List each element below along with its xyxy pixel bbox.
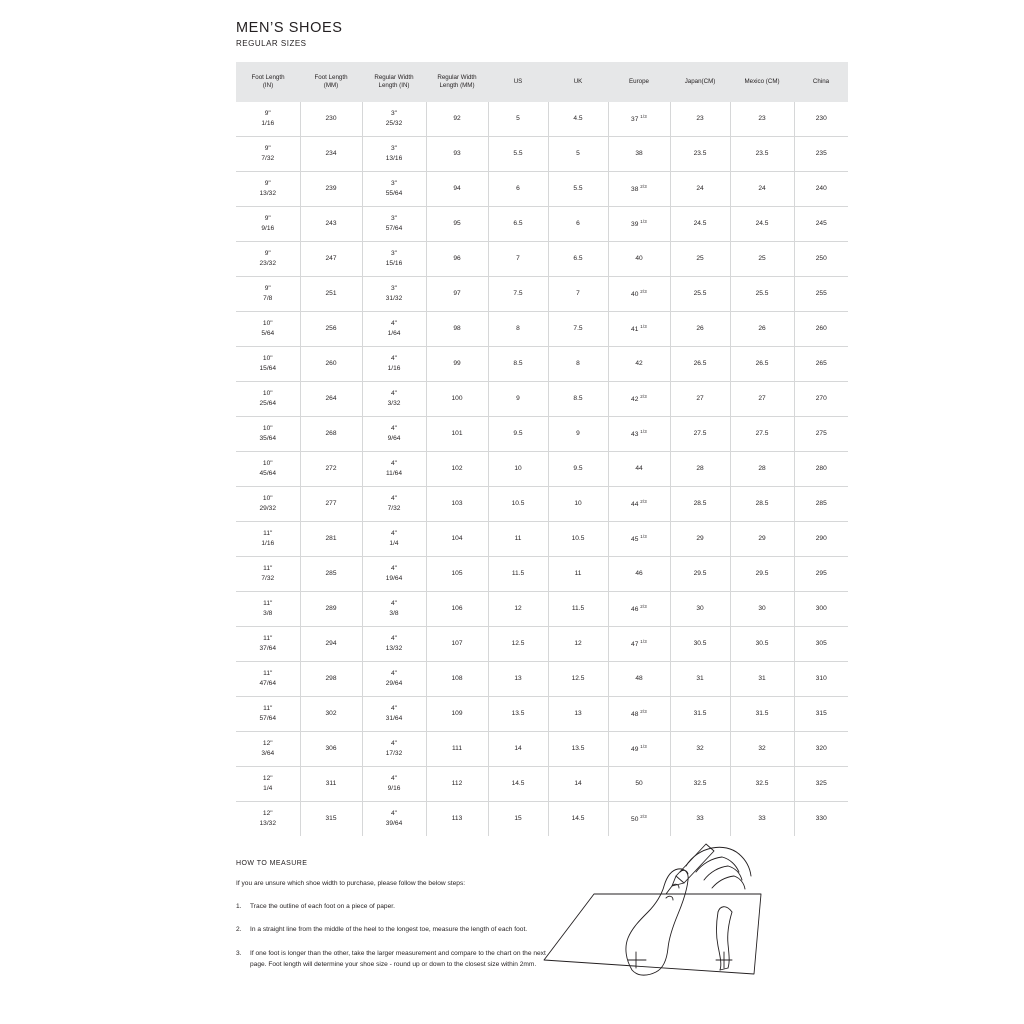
cell-foot-length-in: 11" 7/32 [236,557,300,592]
cell-regular-width-mm: 106 [426,592,488,627]
cell-europe: 46 [608,557,670,592]
cell-us: 9 [488,382,548,417]
cell-mexico: 31 [730,662,794,697]
cell-uk: 10.5 [548,522,608,557]
cell-us: 5 [488,102,548,137]
cell-china: 295 [794,557,848,592]
cell-mexico: 25.5 [730,277,794,312]
cell-foot-length-mm: 289 [300,592,362,627]
col-china: China [794,62,848,102]
cell-mexico: 28.5 [730,487,794,522]
cell-japan: 28.5 [670,487,730,522]
col-regular-width-mm: Regular Width Length (MM) [426,62,488,102]
cell-foot-length-in: 11" 3/8 [236,592,300,627]
cell-mexico: 32 [730,732,794,767]
cell-uk: 7.5 [548,312,608,347]
page-subtitle: REGULAR SIZES [236,39,307,48]
cell-regular-width-mm: 109 [426,697,488,732]
cell-japan: 26.5 [670,347,730,382]
table-row [236,662,848,697]
how-to-step [236,949,556,970]
cell-us: 15 [488,802,548,837]
cell-foot-length-mm: 281 [300,522,362,557]
cell-foot-length-mm: 239 [300,172,362,207]
cell-us: 9.5 [488,417,548,452]
cell-regular-width-in: 4" 19/64 [362,557,426,592]
cell-uk: 5.5 [548,172,608,207]
col-us: US [488,62,548,102]
cell-regular-width-mm: 94 [426,172,488,207]
cell-regular-width-mm: 108 [426,662,488,697]
cell-japan: 30.5 [670,627,730,662]
cell-regular-width-mm: 92 [426,102,488,137]
cell-china: 245 [794,207,848,242]
cell-regular-width-in: 4" 1/4 [362,522,426,557]
cell-regular-width-in: 4" 1/64 [362,312,426,347]
cell-foot-length-mm: 234 [300,137,362,172]
cell-regular-width-mm: 104 [426,522,488,557]
cell-us: 6.5 [488,207,548,242]
cell-us: 10.5 [488,487,548,522]
cell-europe: 42 [608,347,670,382]
cell-europe: 46 $^{2/3}$ [608,592,670,627]
cell-foot-length-mm: 243 [300,207,362,242]
col-japan: Japan(CM) [670,62,730,102]
cell-us: 12.5 [488,627,548,662]
cell-uk: 6 [548,207,608,242]
cell-regular-width-mm: 107 [426,627,488,662]
cell-mexico: 30.5 [730,627,794,662]
cell-mexico: 25 [730,242,794,277]
cell-mexico: 24 [730,172,794,207]
cell-japan: 25 [670,242,730,277]
foot-tracing-illustration [536,842,796,992]
cell-foot-length-mm: 294 [300,627,362,662]
table-row [236,277,848,312]
cell-regular-width-in: 4" 9/64 [362,417,426,452]
cell-china: 315 [794,697,848,732]
cell-regular-width-mm: 102 [426,452,488,487]
table-row [236,417,848,452]
cell-china: 285 [794,487,848,522]
cell-regular-width-mm: 103 [426,487,488,522]
cell-mexico: 27 [730,382,794,417]
step-number: 2. [236,926,242,934]
cell-uk: 9 [548,417,608,452]
cell-us: 12 [488,592,548,627]
cell-us: 10 [488,452,548,487]
cell-foot-length-in: 10" 5/64 [236,312,300,347]
step-text: If one foot is longer than the other, take the larger measurement and compare to the chart on the next page. Foot length will determine your shoe size - round up or down to the closest size within 2mm. [250,949,546,968]
cell-mexico: 29.5 [730,557,794,592]
cell-china: 280 [794,452,848,487]
cell-europe: 39 $^{1/3}$ [608,207,670,242]
cell-regular-width-in: 4" 13/32 [362,627,426,662]
cell-japan: 26 [670,312,730,347]
cell-foot-length-in: 12" 3/64 [236,732,300,767]
cell-regular-width-mm: 113 [426,802,488,837]
cell-japan: 23.5 [670,137,730,172]
table-row [236,207,848,242]
table-row [236,137,848,172]
cell-europe: 48 [608,662,670,697]
cell-japan: 27.5 [670,417,730,452]
cell-japan: 25.5 [670,277,730,312]
cell-uk: 4.5 [548,102,608,137]
cell-europe: 49 $^{1/3}$ [608,732,670,767]
cell-regular-width-mm: 101 [426,417,488,452]
how-to-measure-title: HOW TO MEASURE [236,860,308,867]
cell-china: 240 [794,172,848,207]
cell-regular-width-in: 4" 29/64 [362,662,426,697]
cell-foot-length-mm: 306 [300,732,362,767]
cell-regular-width-mm: 98 [426,312,488,347]
cell-foot-length-in: 10" 29/32 [236,487,300,522]
cell-china: 300 [794,592,848,627]
cell-us: 14.5 [488,767,548,802]
table-row [236,102,848,137]
cell-regular-width-in: 3" 55/64 [362,172,426,207]
step-number: 1. [236,902,242,910]
cell-foot-length-in: 10" 45/64 [236,452,300,487]
cell-japan: 31.5 [670,697,730,732]
cell-regular-width-mm: 99 [426,347,488,382]
cell-foot-length-in: 9" 1/16 [236,102,300,137]
cell-china: 320 [794,732,848,767]
cell-uk: 8 [548,347,608,382]
cell-uk: 13 [548,697,608,732]
cell-europe: 38 $^{2/3}$ [608,172,670,207]
how-to-measure-intro: If you are unsure which shoe width to purchase, please follow the below steps: [236,880,466,887]
cell-regular-width-mm: 95 [426,207,488,242]
cell-japan: 29 [670,522,730,557]
cell-europe: 48 $^{2/3}$ [608,697,670,732]
cell-regular-width-in: 3" 25/32 [362,102,426,137]
cell-regular-width-mm: 93 [426,137,488,172]
cell-mexico: 26 [730,312,794,347]
table-row [236,522,848,557]
cell-foot-length-in: 11" 1/16 [236,522,300,557]
cell-europe: 38 [608,137,670,172]
cell-europe: 43 $^{1/3}$ [608,417,670,452]
cell-foot-length-mm: 230 [300,102,362,137]
cell-foot-length-in: 9" 9/16 [236,207,300,242]
table-row [236,347,848,382]
cell-mexico: 33 [730,802,794,837]
page-title: MEN’S SHOES [236,20,343,36]
cell-regular-width-in: 4" 3/32 [362,382,426,417]
cell-regular-width-in: 4" 3/8 [362,592,426,627]
cell-foot-length-in: 10" 25/64 [236,382,300,417]
col-foot-length-in: Foot Length (IN) [236,62,300,102]
table-row [236,732,848,767]
cell-china: 260 [794,312,848,347]
cell-us: 8 [488,312,548,347]
cell-regular-width-in: 3" 57/64 [362,207,426,242]
cell-us: 11.5 [488,557,548,592]
table-row [236,382,848,417]
table-row [236,452,848,487]
cell-china: 230 [794,102,848,137]
cell-regular-width-mm: 112 [426,767,488,802]
cell-japan: 24.5 [670,207,730,242]
table-row [236,767,848,802]
cell-japan: 28 [670,452,730,487]
cell-regular-width-in: 4" 17/32 [362,732,426,767]
cell-uk: 5 [548,137,608,172]
cell-us: 8.5 [488,347,548,382]
col-foot-length-mm: Foot Length (MM) [300,62,362,102]
step-text: In a straight line from the middle of the heel to the longest toe, measure the length of each foot. [250,926,528,934]
cell-japan: 23 [670,102,730,137]
cell-us: 5.5 [488,137,548,172]
cell-uk: 14.5 [548,802,608,837]
cell-china: 270 [794,382,848,417]
cell-regular-width-mm: 96 [426,242,488,277]
cell-europe: 44 $^{2/3}$ [608,487,670,522]
size-conversion-table [236,62,848,836]
cell-china: 250 [794,242,848,277]
table-row [236,172,848,207]
cell-regular-width-in: 4" 9/16 [362,767,426,802]
cell-europe: 42 $^{2/3}$ [608,382,670,417]
step-text: Trace the outline of each foot on a piece of paper. [250,902,395,910]
cell-foot-length-mm: 277 [300,487,362,522]
cell-uk: 10 [548,487,608,522]
cell-japan: 30 [670,592,730,627]
cell-foot-length-mm: 247 [300,242,362,277]
cell-mexico: 32.5 [730,767,794,802]
cell-foot-length-in: 12" 13/32 [236,802,300,837]
table-row [236,557,848,592]
cell-regular-width-mm: 105 [426,557,488,592]
cell-mexico: 23.5 [730,137,794,172]
cell-foot-length-in: 11" 37/64 [236,627,300,662]
cell-europe: 45 $^{1/3}$ [608,522,670,557]
cell-us: 13 [488,662,548,697]
how-to-step [236,902,556,913]
cell-mexico: 30 [730,592,794,627]
cell-regular-width-mm: 100 [426,382,488,417]
cell-china: 265 [794,347,848,382]
cell-europe: 50 $^{2/3}$ [608,802,670,837]
cell-regular-width-in: 3" 15/16 [362,242,426,277]
cell-foot-length-in: 9" 13/32 [236,172,300,207]
cell-europe: 40 $^{2/3}$ [608,277,670,312]
cell-regular-width-in: 4" 39/64 [362,802,426,837]
cell-mexico: 31.5 [730,697,794,732]
cell-foot-length-mm: 272 [300,452,362,487]
cell-europe: 50 [608,767,670,802]
table-body [236,102,848,836]
cell-foot-length-mm: 260 [300,347,362,382]
cell-us: 14 [488,732,548,767]
col-europe: Europe [608,62,670,102]
cell-foot-length-in: 11" 47/64 [236,662,300,697]
col-uk: UK [548,62,608,102]
table-row [236,697,848,732]
cell-foot-length-mm: 302 [300,697,362,732]
cell-uk: 9.5 [548,452,608,487]
cell-regular-width-mm: 97 [426,277,488,312]
cell-mexico: 27.5 [730,417,794,452]
cell-uk: 8.5 [548,382,608,417]
cell-japan: 29.5 [670,557,730,592]
cell-japan: 32.5 [670,767,730,802]
cell-foot-length-mm: 256 [300,312,362,347]
cell-china: 235 [794,137,848,172]
cell-foot-length-mm: 285 [300,557,362,592]
cell-foot-length-in: 10" 35/64 [236,417,300,452]
cell-china: 275 [794,417,848,452]
cell-foot-length-in: 11" 57/64 [236,697,300,732]
how-to-measure-section [236,860,788,983]
cell-china: 290 [794,522,848,557]
cell-regular-width-in: 3" 31/32 [362,277,426,312]
cell-us: 7.5 [488,277,548,312]
cell-uk: 14 [548,767,608,802]
step-number: 3. [236,949,242,957]
cell-mexico: 26.5 [730,347,794,382]
table-row [236,802,848,837]
size-chart-page [236,20,830,836]
cell-regular-width-in: 4" 31/64 [362,697,426,732]
table-header [236,62,848,102]
cell-regular-width-in: 4" 7/32 [362,487,426,522]
col-regular-width-in: Regular Width Length (IN) [362,62,426,102]
cell-china: 325 [794,767,848,802]
cell-uk: 11 [548,557,608,592]
cell-us: 11 [488,522,548,557]
cell-foot-length-mm: 268 [300,417,362,452]
col-mexico: Mexico (CM) [730,62,794,102]
cell-china: 310 [794,662,848,697]
cell-foot-length-mm: 298 [300,662,362,697]
cell-us: 13.5 [488,697,548,732]
table-row [236,592,848,627]
cell-foot-length-in: 9" 7/32 [236,137,300,172]
cell-regular-width-mm: 111 [426,732,488,767]
cell-japan: 33 [670,802,730,837]
table-row [236,242,848,277]
cell-regular-width-in: 4" 11/64 [362,452,426,487]
cell-europe: 44 [608,452,670,487]
cell-mexico: 28 [730,452,794,487]
cell-japan: 24 [670,172,730,207]
cell-japan: 27 [670,382,730,417]
cell-uk: 6.5 [548,242,608,277]
table-row [236,487,848,522]
cell-foot-length-in: 9" 23/32 [236,242,300,277]
cell-regular-width-in: 3" 13/16 [362,137,426,172]
cell-us: 7 [488,242,548,277]
cell-foot-length-mm: 264 [300,382,362,417]
cell-mexico: 23 [730,102,794,137]
table-row [236,312,848,347]
cell-uk: 13.5 [548,732,608,767]
cell-us: 6 [488,172,548,207]
cell-europe: 41 $^{1/3}$ [608,312,670,347]
cell-japan: 31 [670,662,730,697]
cell-china: 305 [794,627,848,662]
cell-europe: 40 [608,242,670,277]
cell-uk: 7 [548,277,608,312]
cell-europe: 47 $^{1/3}$ [608,627,670,662]
cell-japan: 32 [670,732,730,767]
cell-mexico: 29 [730,522,794,557]
cell-regular-width-in: 4" 1/16 [362,347,426,382]
cell-foot-length-mm: 315 [300,802,362,837]
cell-foot-length-in: 9" 7/8 [236,277,300,312]
cell-china: 330 [815,815,827,823]
cell-mexico: 24.5 [730,207,794,242]
table-row [236,627,848,662]
table-header-row [236,62,848,102]
cell-uk: 12 [548,627,608,662]
cell-foot-length-mm: 311 [300,767,362,802]
cell-uk: 12.5 [548,662,608,697]
cell-europe: 37 $^{1/3}$ [608,102,670,137]
cell-foot-length-in: 12" 1/4 [236,767,300,802]
cell-uk: 11.5 [548,592,608,627]
cell-china: 255 [794,277,848,312]
cell-foot-length-in: 10" 15/64 [236,347,300,382]
how-to-step [236,925,556,936]
cell-foot-length-mm: 251 [300,277,362,312]
